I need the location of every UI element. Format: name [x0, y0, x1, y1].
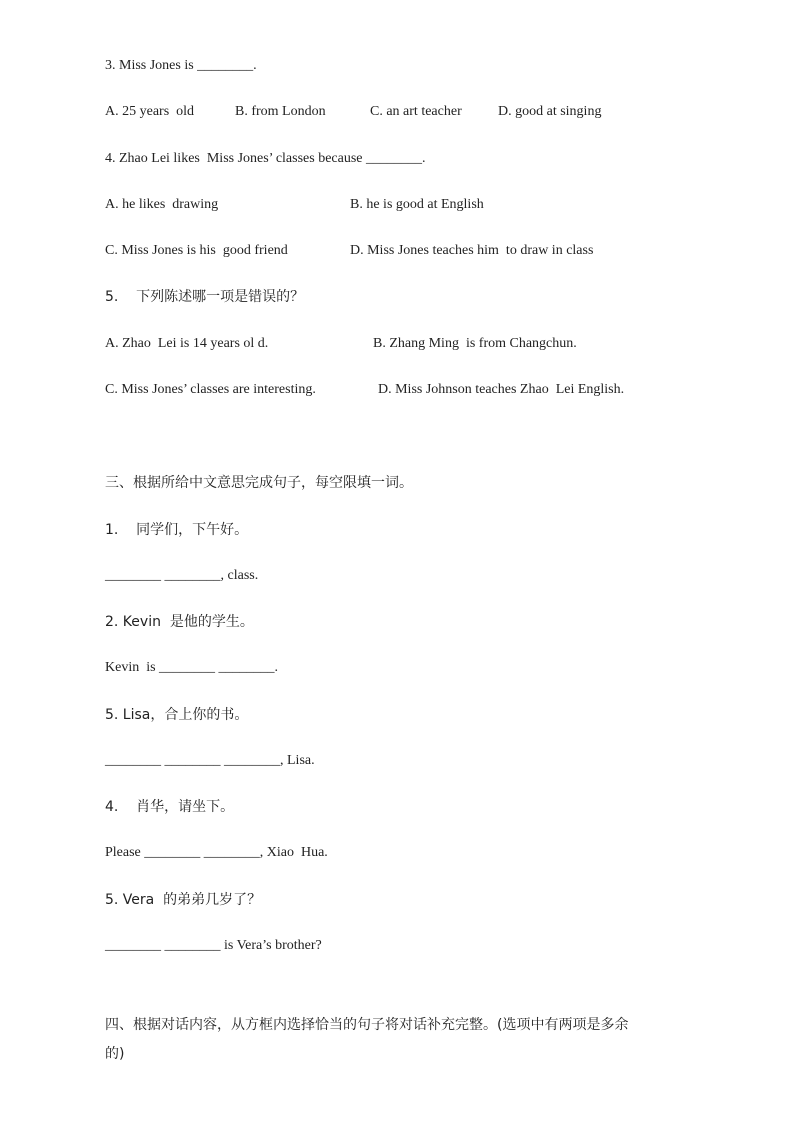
q5-stem: 5. 下列陈述哪一项是错误的？	[105, 289, 305, 305]
q4-stem: 4. Zhao Lei likes Miss Jones’ classes because ________.	[105, 151, 426, 166]
s3-item5-answer: ________ ________ is Vera’s brother?	[105, 938, 322, 953]
s3-item5-prompt: 5. Vera 的弟弟几岁了？	[105, 892, 262, 908]
s3-item2-prompt: 2. Kevin 是他的学生。	[105, 614, 254, 630]
q5-option-d: D. Miss Johnson teaches Zhao Lei English.	[378, 382, 625, 397]
q3-stem: 3. Miss Jones is ________.	[105, 58, 257, 73]
q3-option-d: D. good at singing	[498, 104, 602, 119]
section4-title-line1: 四、根据对话内容，从方框内选择恰当的句子将对话补充完整。(选项中有两项是多余	[105, 1017, 629, 1033]
s3-item3-prompt: 5. Lisa，合上你的书。	[105, 707, 249, 723]
q3-option-c: C. an art teacher	[370, 104, 462, 119]
q5-option-a: A. Zhao Lei is 14 years ol d.	[105, 336, 269, 351]
s3-item4-prompt: 4. 肖华，请坐下。	[105, 799, 235, 815]
section4-title-line2: 的)	[105, 1046, 125, 1062]
q3-option-a: A. 25 years old	[105, 104, 195, 119]
q3-option-b: B. from London	[235, 104, 326, 119]
s3-item1-prompt: 1. 同学们，下午好。	[105, 522, 249, 538]
q4-option-b: B. he is good at English	[350, 197, 484, 212]
s3-item2-answer: Kevin is ________ ________.	[105, 660, 279, 675]
q5-option-c: C. Miss Jones’ classes are interesting.	[105, 382, 316, 397]
s3-item3-answer: ________ ________ ________, Lisa.	[105, 753, 315, 768]
q4-option-a: A. he likes drawing	[105, 197, 219, 212]
s3-item1-answer: ________ ________, class.	[105, 568, 259, 583]
q4-option-d: D. Miss Jones teaches him to draw in class	[350, 243, 594, 258]
q4-option-c: C. Miss Jones is his good friend	[105, 243, 288, 258]
s3-item4-answer: Please ________ ________, Xiao Hua.	[105, 845, 328, 860]
section3-title: 三、根据所给中文意思完成句子，每空限填一词。	[105, 475, 413, 491]
q5-option-b: B. Zhang Ming is from Changchun.	[373, 336, 577, 351]
